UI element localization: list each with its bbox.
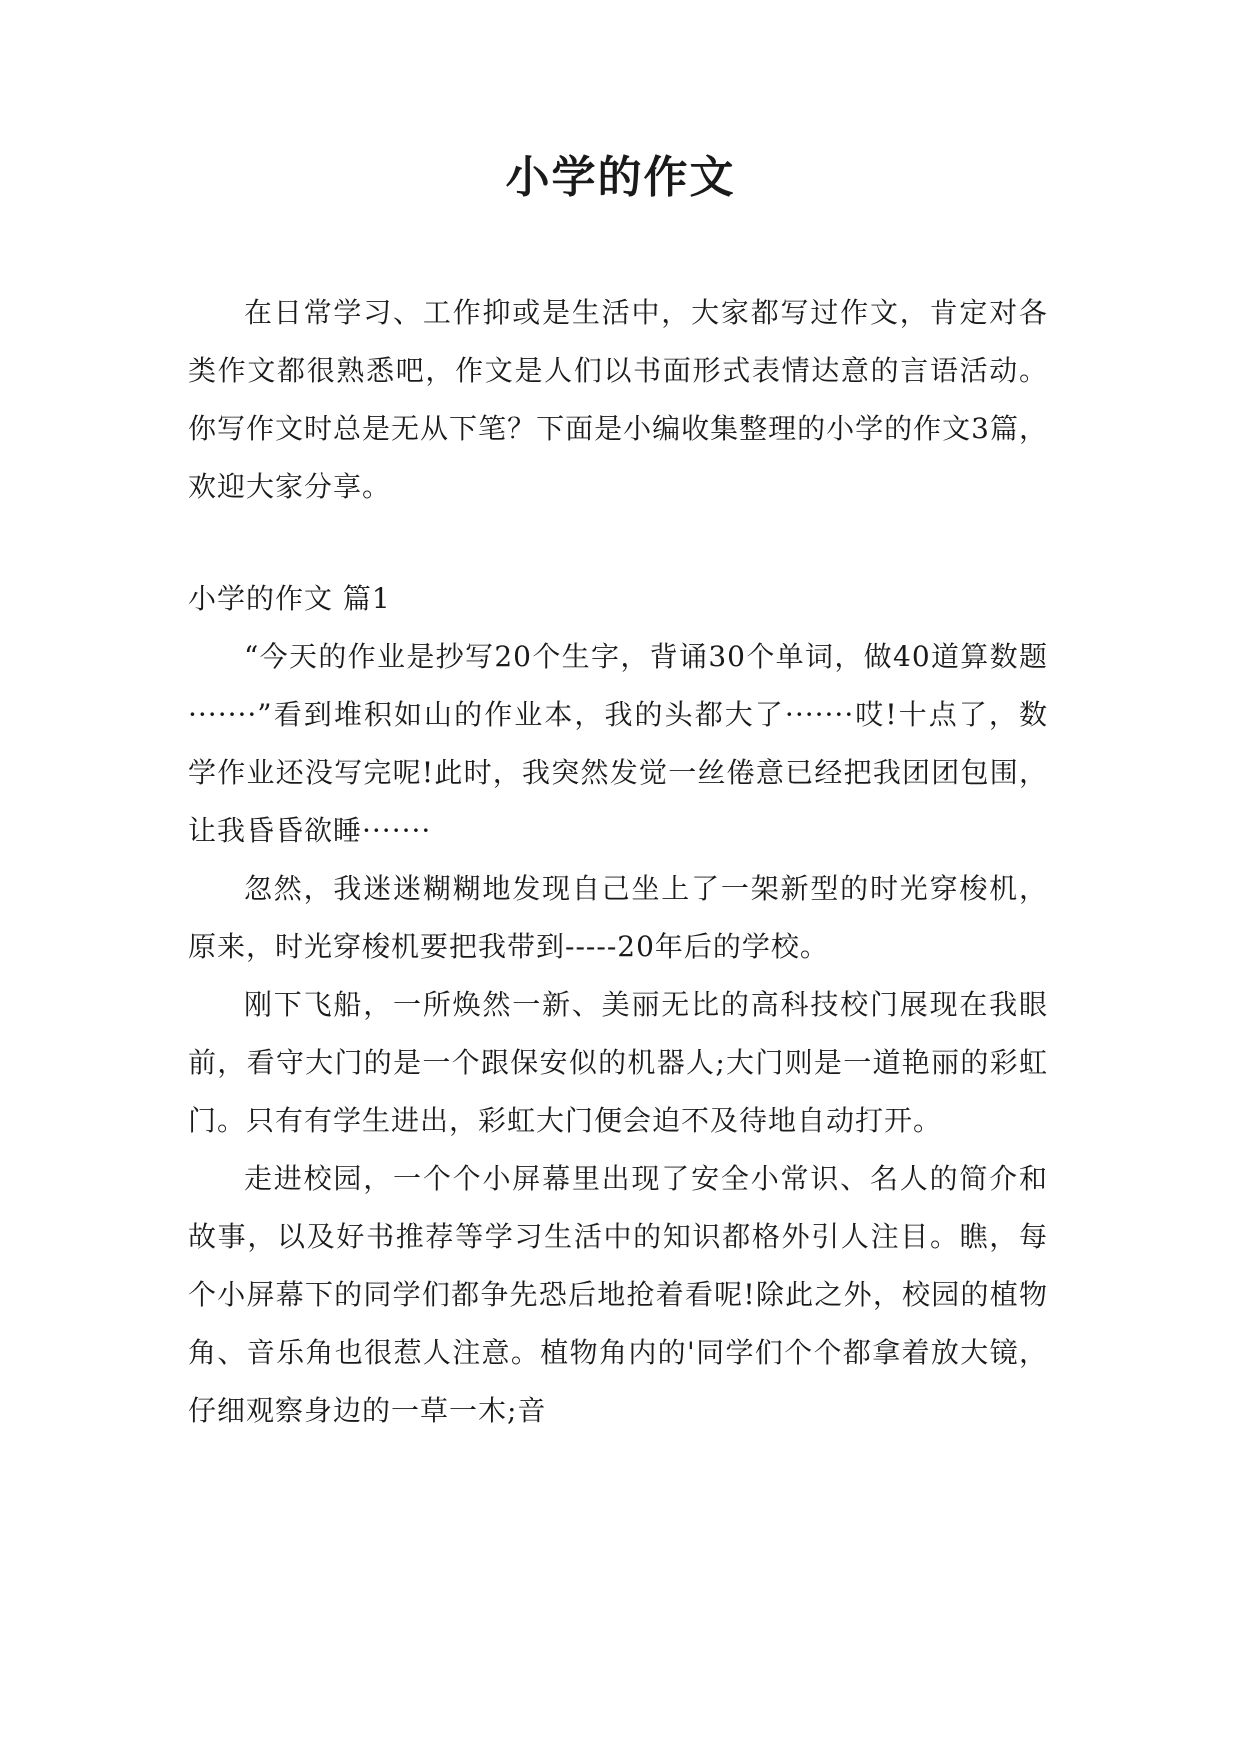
body-paragraph-2: 忽然，我迷迷糊糊地发现自己坐上了一架新型的时光穿梭机，原来，时光穿梭机要把我带到-----20年后的学校。 — [188, 872, 1048, 963]
document-body — [188, 284, 1048, 1440]
section-heading: 小学的作文 篇1 — [188, 582, 391, 615]
body-paragraph-4: 走进校园，一个个小屏幕里出现了安全小常识、名人的简介和故事，以及好书推荐等学习生活中的知识都格外引人注目。瞧，每个小屏幕下的同学们都争先恐后地抢着看呢!除此之外，校园的植物角、音乐角也很惹人注意。植物角内的'同学们个个都拿着放大镜，仔细观察身边的一草一木;音 — [188, 1162, 1048, 1427]
document-title: 小学的作文 — [505, 152, 736, 203]
body-paragraph-1: “今天的作业是抄写20个生字，背诵30个单词，做40道算数题·······”看到堆积如山的作业本，我的头都大了·······哎!十点了，数学作业还没写完呢!此时，我突然发觉一丝倦意已经把我团团包围，让我昏昏欲睡······· — [188, 640, 1048, 847]
body-paragraph-3: 刚下飞船，一所焕然一新、美丽无比的高科技校门展现在我眼前，看守大门的是一个跟保安似的机器人;大门则是一道艳丽的彩虹门。只有有学生进出，彩虹大门便会迫不及待地自动打开。 — [188, 988, 1048, 1137]
intro-paragraph: 在日常学习、工作抑或是生活中，大家都写过作文，肯定对各类作文都很熟悉吧，作文是人们以书面形式表情达意的言语活动。你写作文时总是无从下笔？下面是小编收集整理的小学的作文3篇，欢迎大家分享。 — [188, 296, 1048, 503]
